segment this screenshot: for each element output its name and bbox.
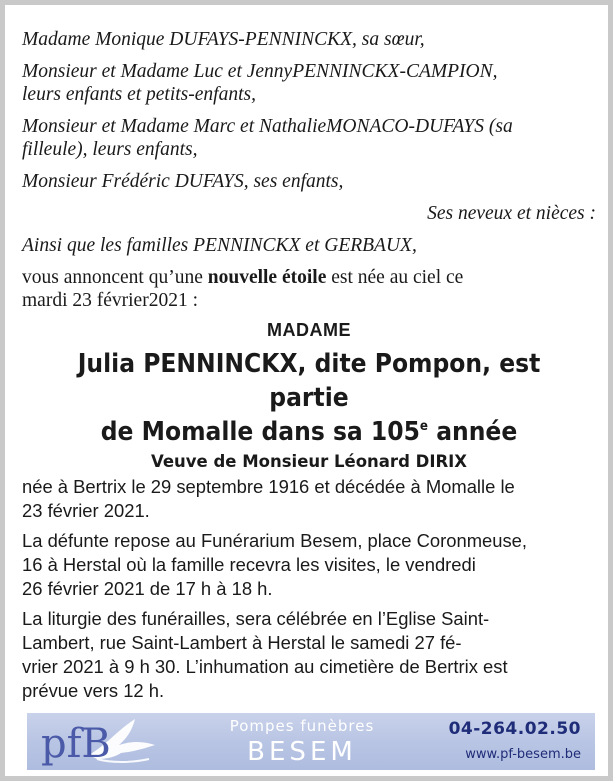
company-name: BESEM bbox=[247, 737, 357, 767]
family-line-frederic: Monsieur Frédéric DUFAYS, ses enfants, bbox=[22, 171, 344, 192]
announcement-bold: nouvelle étoile bbox=[207, 267, 327, 288]
company-block bbox=[187, 717, 417, 767]
family-line-luc-children: leurs enfants et petits-enfants, bbox=[22, 84, 256, 105]
family-line-marc: Monsieur et Madame Marc et NathalieMONACO-DUFAYS (sa bbox=[22, 116, 513, 137]
website-link[interactable]: www.pf-besem.be bbox=[465, 747, 581, 762]
announcement-date: mardi 23 février2021 : bbox=[22, 290, 198, 311]
family-line-families: Ainsi que les familles PENNINCKX et GERBAUX, bbox=[22, 235, 417, 256]
company-subtitle: Pompes funèbres bbox=[229, 717, 375, 735]
family-line-luc: Monsieur et Madame Luc et JennyPENNINCKX-CAMPION, bbox=[22, 61, 498, 82]
funeral-home-banner bbox=[27, 713, 595, 770]
rest-line-2: 16 à Herstal où la famille recevra les visites, le vendredi bbox=[22, 554, 476, 575]
family-line-nephews: Ses neveux et nièces : bbox=[427, 203, 596, 224]
liturgy-line-2: Lambert, rue Saint-Lambert à Herstal le samedi 27 fé- bbox=[22, 632, 462, 653]
obituary-content bbox=[22, 28, 596, 709]
rest-paragraph bbox=[22, 529, 596, 601]
birth-line-1: née à Bertrix le 29 septembre 1916 et décédée à Momalle le bbox=[22, 476, 515, 497]
deceased-name-superscript: e bbox=[419, 419, 429, 434]
rest-line-3: 26 février 2021 de 17 h à 18 h. bbox=[22, 578, 273, 599]
family-line-sister: Madame Monique DUFAYS-PENNINCKX, sa sœur, bbox=[22, 29, 425, 50]
deceased-name-line2-post: année bbox=[428, 417, 518, 447]
birth-line-2: 23 février 2021. bbox=[22, 500, 150, 521]
liturgy-line-3: vrier 2021 à 9 h 30. L’inhumation au cimetière de Bertrix est bbox=[22, 656, 508, 677]
deceased-name-line2 bbox=[45, 415, 573, 449]
announcement-text bbox=[22, 266, 596, 289]
family-line-marc-children: filleule), leurs enfants, bbox=[22, 139, 198, 160]
deceased-name-line2-pre: de Momalle dans sa 105 bbox=[100, 417, 420, 447]
announcement-post: est née au ciel ce bbox=[326, 267, 464, 288]
logo-text: pfB bbox=[41, 721, 111, 767]
liturgy-line-1: La liturgie des funérailles, sera célébrée en l’Eglise Saint- bbox=[22, 608, 490, 629]
widow-line: Veuve de Monsieur Léonard DIRIX bbox=[150, 452, 468, 471]
dove-logo-icon bbox=[31, 715, 181, 768]
liturgy-paragraph bbox=[22, 607, 596, 703]
liturgy-line-4: prévue vers 12 h. bbox=[22, 680, 165, 701]
birth-paragraph bbox=[22, 475, 596, 523]
phone-number: 04-264.02.50 bbox=[448, 719, 581, 739]
deceased-name-line1: Julia PENNINCKX, dite Pompon, est partie bbox=[77, 349, 541, 413]
contact-block bbox=[449, 719, 581, 762]
deceased-title: MADAME bbox=[267, 320, 351, 340]
deceased-name bbox=[45, 347, 573, 449]
rest-line-1: La défunte repose au Funérarium Besem, place Coronmeuse, bbox=[22, 530, 528, 551]
announcement-pre: vous annoncent qu’une bbox=[22, 267, 208, 288]
